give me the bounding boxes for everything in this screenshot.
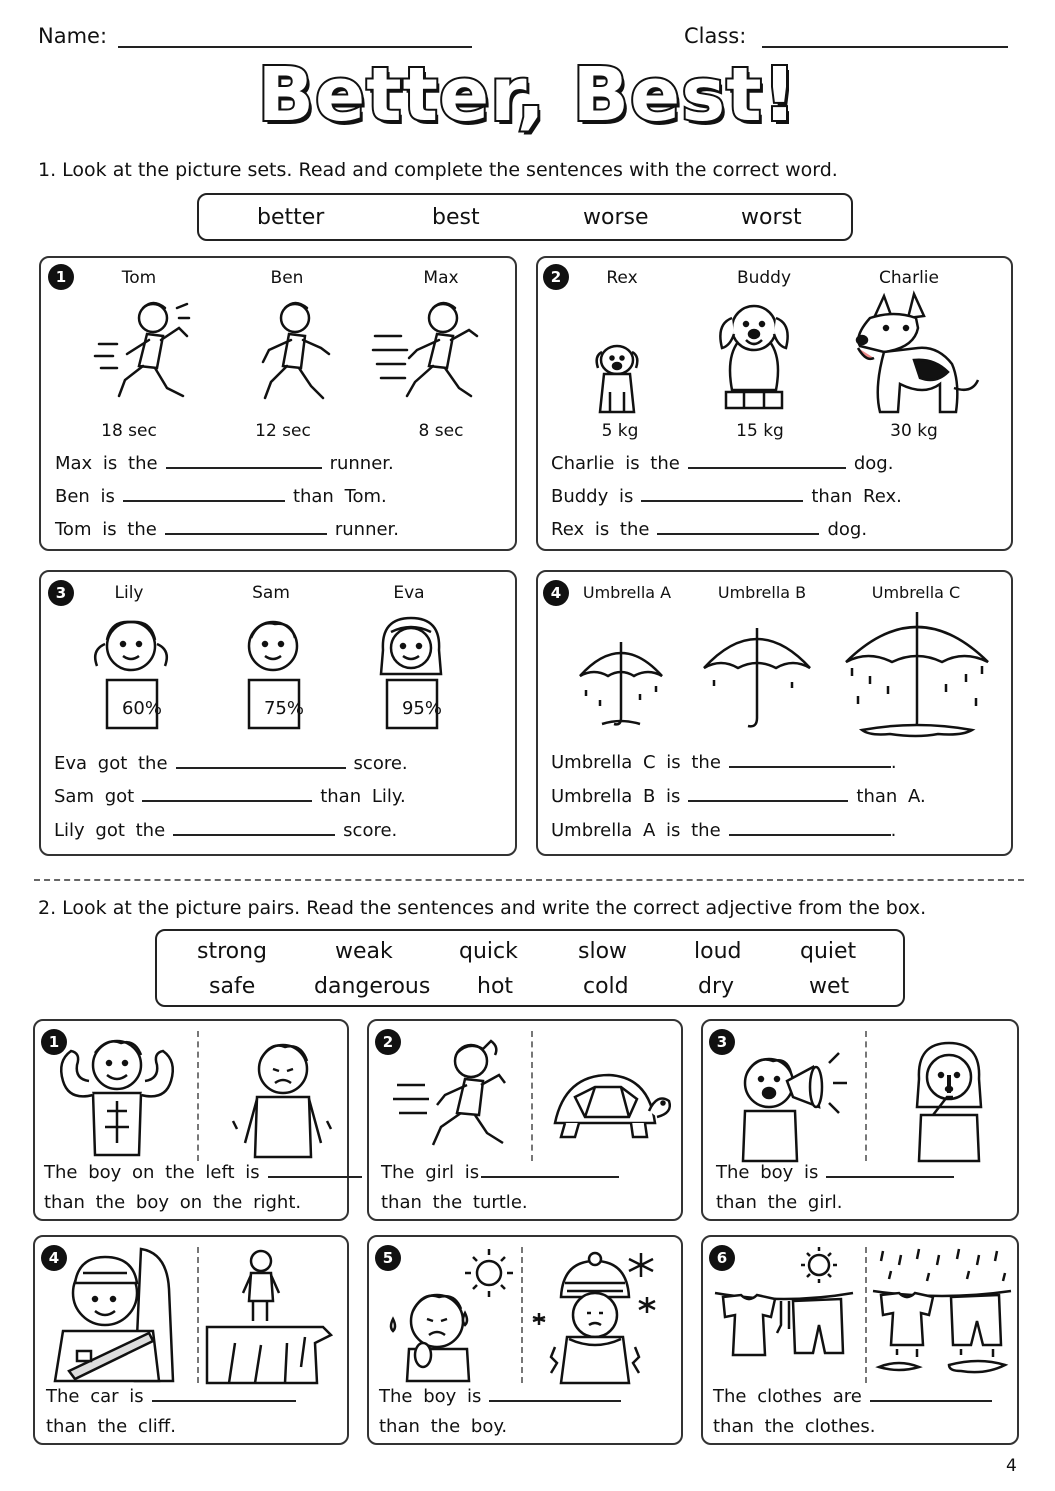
word-wet: wet <box>809 974 850 999</box>
answer-blank[interactable] <box>268 1176 362 1178</box>
panel-number: 2 <box>543 264 569 290</box>
answer-blank[interactable] <box>688 800 848 802</box>
panel-runners <box>39 256 517 551</box>
pair-divider <box>521 1247 523 1383</box>
pair-divider <box>197 1031 199 1161</box>
large-umbrella-icon <box>842 606 992 738</box>
word-bank-2 <box>155 929 905 1007</box>
sentence-text: than the boy. <box>379 1416 508 1437</box>
class-field[interactable] <box>762 46 1008 48</box>
section1-instruction: 1. Look at the picture sets. Read and complete the sentences with the correct word. <box>38 159 838 181</box>
word-dangerous: dangerous <box>314 974 431 999</box>
panel-dogs <box>536 256 1013 551</box>
pair-strong-weak <box>33 1019 349 1221</box>
panel-number: 4 <box>543 580 569 606</box>
word-strong: strong <box>197 939 268 964</box>
answer-blank[interactable] <box>166 467 322 469</box>
panel-number: 6 <box>709 1245 735 1271</box>
pair-divider <box>531 1031 533 1161</box>
sentence-text: runner. <box>334 519 400 540</box>
sentence-text: Rex is the <box>551 519 650 540</box>
medium-umbrella-icon <box>700 620 814 732</box>
sentence-line <box>55 519 399 540</box>
word-hot: hot <box>477 974 514 999</box>
panel-number: 3 <box>48 580 74 606</box>
caption-rex: Rex <box>606 268 638 288</box>
running-girl-icon <box>391 1035 521 1159</box>
sentence-text: dog. <box>827 519 868 540</box>
sentence-line <box>551 752 897 773</box>
pair-quick-slow <box>367 1019 683 1221</box>
pair-loud-quiet <box>701 1019 1019 1221</box>
medium-dog-icon <box>704 298 804 418</box>
caption-tom: Tom <box>121 268 157 288</box>
strong-boy-icon <box>47 1031 187 1159</box>
pair-divider <box>865 1031 867 1161</box>
sentence-line <box>551 786 926 807</box>
sentence-text: Lily got the <box>54 820 166 841</box>
sentence-text: than Tom. <box>292 486 387 507</box>
sentence-text: Tom is the <box>55 519 157 540</box>
answer-blank[interactable] <box>641 500 803 502</box>
caption-umbrella-b: Umbrella B <box>717 583 807 602</box>
runner-max-icon <box>371 296 491 416</box>
turtle-icon <box>545 1067 675 1141</box>
answer-blank[interactable] <box>729 834 891 836</box>
sentence-text: The car is <box>46 1386 144 1407</box>
word-weak: weak <box>335 939 393 964</box>
answer-blank[interactable] <box>481 1176 619 1178</box>
panel-number: 3 <box>709 1029 735 1055</box>
sentence-text: than Rex. <box>811 486 902 507</box>
sentence-text: than the cliff. <box>46 1416 176 1437</box>
caption-umbrella-c: Umbrella C <box>871 583 961 602</box>
sentence-line <box>551 519 867 540</box>
sentence-line <box>44 1162 362 1183</box>
small-umbrella-icon <box>576 636 666 732</box>
sentence-text: than the turtle. <box>381 1192 528 1213</box>
wet-clothes-icon <box>869 1245 1015 1381</box>
answer-blank[interactable] <box>826 1176 954 1178</box>
answer-blank[interactable] <box>176 767 346 769</box>
panel-number: 1 <box>48 264 74 290</box>
sentence-text: Buddy is <box>551 486 634 507</box>
sentence-text: Umbrella A is the <box>551 820 721 841</box>
sentence-line <box>381 1162 619 1183</box>
sentence-text: score. <box>353 753 408 774</box>
caption-lily: Lily <box>114 583 144 603</box>
sentence-line <box>54 786 406 807</box>
answer-blank[interactable] <box>152 1400 296 1402</box>
word-better: better <box>257 205 325 230</box>
page-title: Better, Best! <box>257 52 798 138</box>
sentence-line <box>46 1386 296 1407</box>
sentence-text: The boy on the left is <box>44 1162 260 1183</box>
sentence-text: Sam got <box>54 786 135 807</box>
runner-tom-icon <box>91 296 201 416</box>
time-tom: 18 sec <box>101 421 157 441</box>
word-dry: dry <box>698 974 735 999</box>
panel-number: 2 <box>375 1029 401 1055</box>
word-best: best <box>432 205 480 230</box>
sentence-text: . <box>890 752 897 773</box>
sentence-line <box>551 486 902 507</box>
large-dog-icon <box>844 288 984 420</box>
sentence-line <box>55 486 387 507</box>
caption-sam: Sam <box>252 583 290 603</box>
section-divider <box>34 879 1024 881</box>
pair-hot-cold <box>367 1235 683 1445</box>
cliff-boy-icon <box>205 1247 335 1383</box>
weight-buddy: 15 kg <box>736 421 784 441</box>
page-number: 4 <box>1006 1456 1017 1476</box>
dry-clothes-icon <box>711 1245 857 1381</box>
score-eva: 95% <box>401 698 442 719</box>
word-cold: cold <box>583 974 629 999</box>
panel-number: 4 <box>41 1245 67 1271</box>
caption-umbrella-a: Umbrella A <box>582 583 672 602</box>
answer-blank[interactable] <box>489 1400 621 1402</box>
sentence-line <box>54 820 397 841</box>
panel-number: 5 <box>375 1245 401 1271</box>
panel-number: 1 <box>41 1029 67 1055</box>
panel-umbrellas <box>536 570 1013 856</box>
sentence-text: The girl is <box>381 1162 480 1183</box>
weak-boy-icon <box>227 1033 337 1161</box>
answer-blank[interactable] <box>870 1400 992 1402</box>
weight-rex: 5 kg <box>601 421 639 441</box>
answer-blank[interactable] <box>142 800 312 802</box>
word-quiet: quiet <box>800 939 857 964</box>
name-field[interactable] <box>118 46 472 48</box>
sentence-line <box>716 1162 954 1183</box>
sentence-line <box>551 820 896 841</box>
hot-boy-icon <box>383 1245 523 1381</box>
car-seat-boy-icon <box>49 1249 189 1381</box>
answer-blank[interactable] <box>657 533 819 535</box>
small-dog-icon <box>582 336 652 416</box>
score-sam: 75% <box>263 698 304 719</box>
sentence-text: The clothes are <box>713 1386 862 1407</box>
word-safe: safe <box>209 974 256 999</box>
sentence-text: . <box>890 820 897 841</box>
class-label: Class: <box>684 24 747 48</box>
word-loud: loud <box>694 939 742 964</box>
sentence-line <box>713 1386 992 1407</box>
pair-safe-dangerous <box>33 1235 349 1445</box>
caption-eva: Eva <box>393 583 425 603</box>
word-slow: slow <box>578 939 628 964</box>
pair-divider <box>197 1247 199 1383</box>
sentence-line <box>54 753 408 774</box>
sentence-text: runner. <box>329 453 394 474</box>
sentence-text: The boy is <box>379 1386 482 1407</box>
sentence-text: than the clothes. <box>713 1416 876 1437</box>
answer-blank[interactable] <box>123 500 285 502</box>
sentence-text: Max is the <box>55 453 158 474</box>
answer-blank[interactable] <box>173 834 335 836</box>
name-label: Name: <box>38 24 108 48</box>
section2-instruction: 2. Look at the picture pairs. Read the sentences and write the correct adjective from the box. <box>38 897 927 919</box>
caption-buddy: Buddy <box>736 268 792 288</box>
megaphone-boy-icon <box>721 1037 861 1161</box>
sentence-text: The boy is <box>716 1162 819 1183</box>
quiet-girl-icon <box>899 1035 999 1161</box>
score-lily: 60% <box>121 698 162 719</box>
sentence-text: score. <box>343 820 398 841</box>
answer-blank[interactable] <box>688 467 846 469</box>
cold-girl-icon <box>525 1247 675 1383</box>
answer-blank[interactable] <box>729 766 891 768</box>
sentence-text: than the girl. <box>716 1192 843 1213</box>
caption-charlie: Charlie <box>879 268 939 288</box>
sentence-text: than the boy on the right. <box>44 1192 302 1213</box>
caption-ben: Ben <box>270 268 304 288</box>
sentence-text: Charlie is the <box>551 453 680 474</box>
pair-dry-wet <box>701 1235 1019 1445</box>
word-bank-1 <box>197 193 853 241</box>
pair-divider <box>865 1247 867 1383</box>
sentence-line <box>551 453 893 474</box>
time-ben: 12 sec <box>255 421 311 441</box>
answer-blank[interactable] <box>165 533 327 535</box>
word-worst: worst <box>741 205 802 230</box>
weight-charlie: 30 kg <box>890 421 938 441</box>
word-worse: worse <box>583 205 649 230</box>
sentence-text: Umbrella B is <box>551 786 681 807</box>
time-max: 8 sec <box>418 421 464 441</box>
sentence-text: than Lily. <box>320 786 406 807</box>
runner-ben-icon <box>237 296 347 416</box>
sentence-text: Eva got the <box>54 753 168 774</box>
panel-scores <box>39 570 517 856</box>
word-quick: quick <box>459 939 518 964</box>
sentence-text: dog. <box>853 453 894 474</box>
sentence-text: than A. <box>856 786 926 807</box>
sentence-line <box>55 453 394 474</box>
sentence-text: Umbrella C is the <box>551 752 721 773</box>
sentence-line <box>379 1386 621 1407</box>
sentence-text: Ben is <box>55 486 115 507</box>
caption-max: Max <box>423 268 459 288</box>
